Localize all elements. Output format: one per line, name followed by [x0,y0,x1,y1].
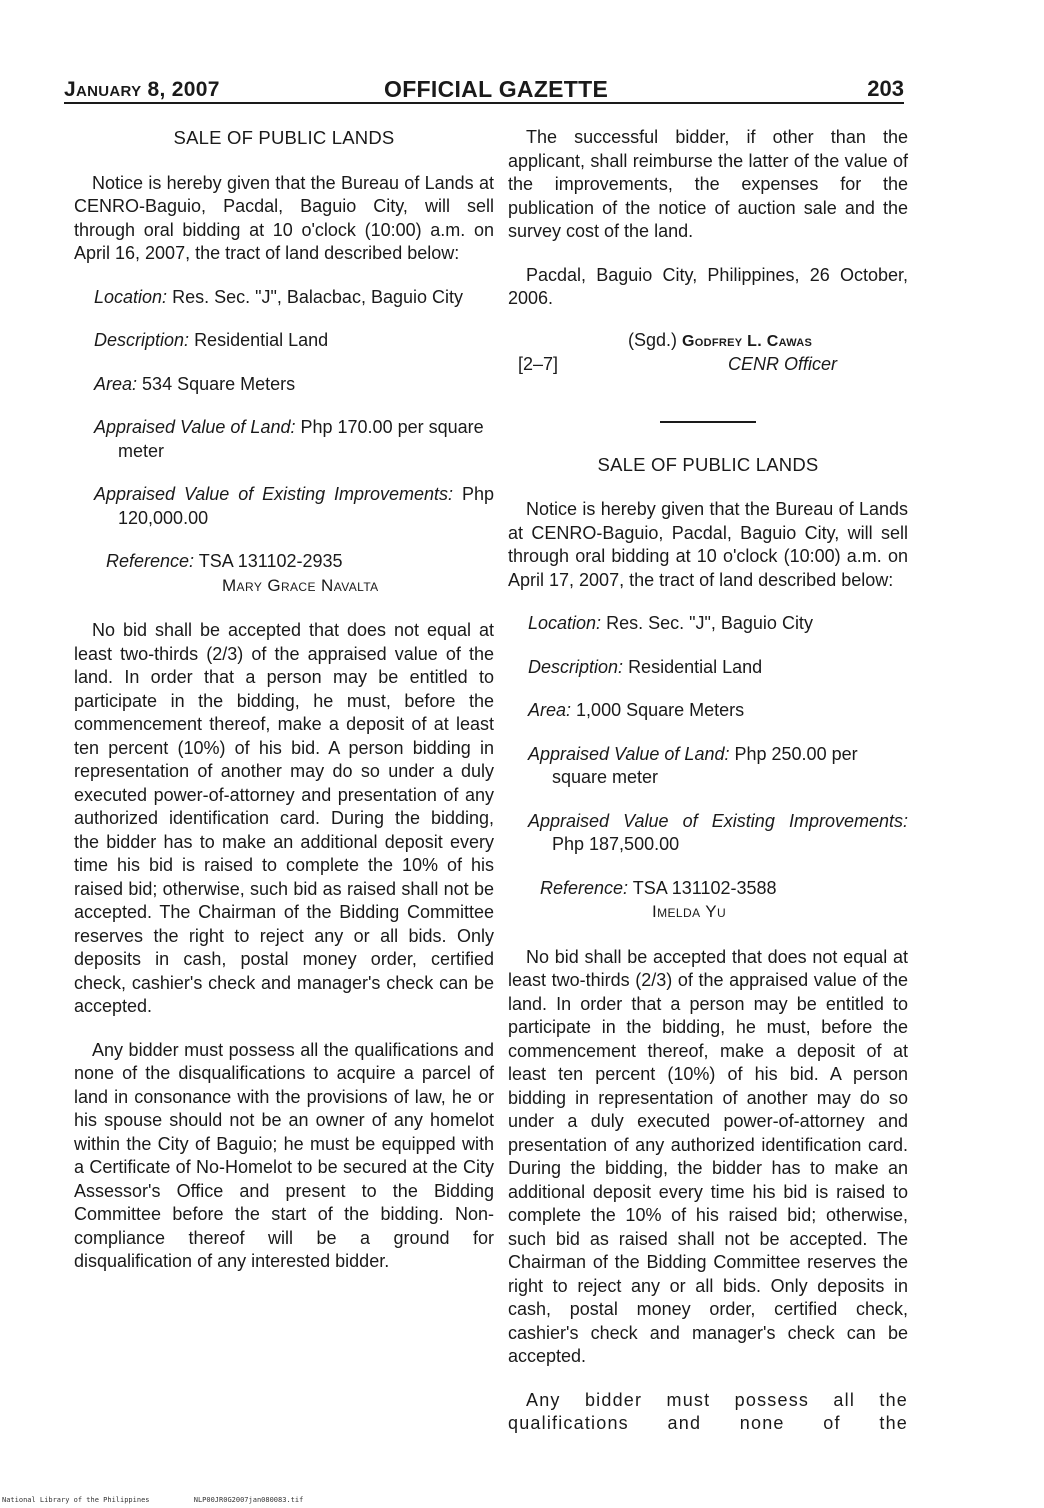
left-appraised-land [94,416,494,463]
right-column [508,126,908,1456]
right-appraised-improvements-value: Php 187,500.00 [552,834,680,854]
left-location-value: Res. Sec. "J", Balacbac, Baguio City [172,286,463,307]
right-section-title: SALE OF PUBLIC LANDS [597,453,819,475]
right-appraised-land-value: Php 250.00 per square meter [552,743,858,787]
right-appraised-improvements [528,810,908,857]
right-reference-value: TSA 131102-3588 [632,877,777,898]
left-description-label: Description: [94,330,190,350]
left-description [94,329,494,353]
left-appraised-improvements-value: Php 120,000.00 [118,484,494,528]
left-description-value: Residential Land [194,330,329,350]
right-place-date: Pacdal, Baguio City, Philippines, 26 October, 2006. [508,264,908,308]
right-appraised-land-label: Appraised Value of Land: [528,743,730,764]
right-appraised-land [528,743,908,790]
right-appraised-improvements-label: Appraised Value of Existing Improvements: [528,810,908,831]
left-reference-value: TSA 131102-2935 [198,551,343,571]
section-divider [660,421,756,423]
left-notice: Notice is hereby given that the Bureau of Lands at CENRO-Baguio, Pacdal, Baguio City, will sell through oral bidding at 10 o'clock (10:00) a.m. on April 16, 2007, the tract of land described below: [74,172,494,263]
sgd-mark: (Sgd.) [628,329,678,350]
right-bidder-paragraph-start: Any bidder must possess all the qualifications and none of the [508,1389,908,1433]
signature-block [508,329,908,389]
header-page-number: 203 [867,76,904,101]
right-reference-label: Reference: [540,877,629,898]
right-description-value: Residential Land [628,656,763,677]
header-title: OFFICIAL GAZETTE [384,76,609,102]
page-header [64,70,904,110]
left-reference [106,550,494,597]
left-appraised-improvements-label: Appraised Value of Existing Improvements: [94,484,454,504]
right-area [528,699,908,723]
right-location [528,612,908,636]
right-reference [540,877,908,924]
right-reference-name: Imelda Yu [652,902,727,921]
left-appraised-land-value: Php 170.00 per square meter [118,417,484,461]
left-bidder-paragraph: Any bidder must possess all the qualifications and none of the disqualifications to acquire a parcel of land in consonance with the provisions of law, he or his spouse should not be an owner of any homelot within the City of Baguio; he must be equipped with a Certificate of No-Homelot to be secured at the City Assessor's Office and present to the Bidding Committee before the start of the bidding. Non-compliance thereof will be a ground for disqualification of any interested bidder. [74,1039,494,1271]
left-area-value: 534 Square Meters [142,373,296,394]
left-bid-paragraph: No bid shall be accepted that does not equal at least two-thirds (2/3) of the appraised value of the land. In order that a person may be entitled to participate in the bidding, he must, before the commencement thereof, make a deposit of at least ten percent (10%) of his bid. A person bidding in representation of another may do so under a duly executed power-of-attorney and presentation of any authorized identification card. During the bidding, the bidder has to make an additional deposit every time his bid is raised to complete the 10% of his raised bid; otherwise, such bid as raised shall not be accepted. The Chairman of the Bidding Committee reserves the right to reject any or all bids. Only deposits in cash, postal money order, certified check, cashier's check and manager's check can be accepted. [74,620,494,1016]
left-location-label: Location: [94,286,168,307]
header-date: January 8, 2007 [64,78,220,101]
right-description [528,656,908,680]
footer-file: NLP00JR0G2007jan080083.tif [193,1496,304,1504]
right-area-label: Area: [528,700,572,720]
left-reference-name: Mary Grace Navalta [222,575,379,595]
right-bid-paragraph: No bid shall be accepted that does not equal at least two-thirds (2/3) of the appraised value of the land. In order that a person may be entitled to participate in the bidding, he must, before the commencement thereof, make a deposit of at least ten percent (10%) of his bid. A person bidding in representation of another may do so under a duly executed power-of-attorney and presentation of any authorized identification card. During the bidding, the bidder has to make an additional deposit every time his bid is raised to complete the 10% of his raised bid; otherwise, such bid as raised shall not be accepted. The Chairman of the Bidding Committee reserves the right to reject any or all bids. Only deposits in cash, postal money order, certified check, cashier's check and manager's check can be accepted. [508,946,908,1366]
left-area [94,373,494,397]
signatory-name: Godfrey L. Cawas [682,332,813,350]
right-area-value: 1,000 Square Meters [576,700,745,720]
right-reimburse-paragraph: The successful bidder, if other than the applicant, shall reimburse the latter of the value of the improvements, the expenses for the publication of the notice of auction sale and the survey cost of the land. [508,127,908,241]
left-appraised-improvements [94,483,494,530]
left-reference-label: Reference: [106,551,195,571]
left-section-title: SALE OF PUBLIC LANDS [173,127,395,148]
notice-ref-code: [2–7] [518,353,559,374]
right-notice: Notice is hereby given that the Bureau of Lands at CENRO-Baguio, Pacdal, Baguio City, will sell through oral bidding at 10 o'clock (10:00) a.m. on April 17, 2007, the tract of land described below: [508,499,908,590]
left-appraised-land-label: Appraised Value of Land: [94,417,296,437]
scan-footer [2,1496,343,1504]
signatory-title: CENR Officer [728,353,838,374]
right-location-label: Location: [528,613,602,633]
left-column [74,126,494,1294]
header-rule [64,102,904,104]
signature-name-line [628,329,812,354]
left-location [94,286,494,310]
left-area-label: Area: [94,373,138,394]
right-location-value: Res. Sec. "J", Baguio City [606,613,813,633]
right-description-label: Description: [528,656,624,677]
footer-library: National Library of the Philippines [2,1496,150,1504]
